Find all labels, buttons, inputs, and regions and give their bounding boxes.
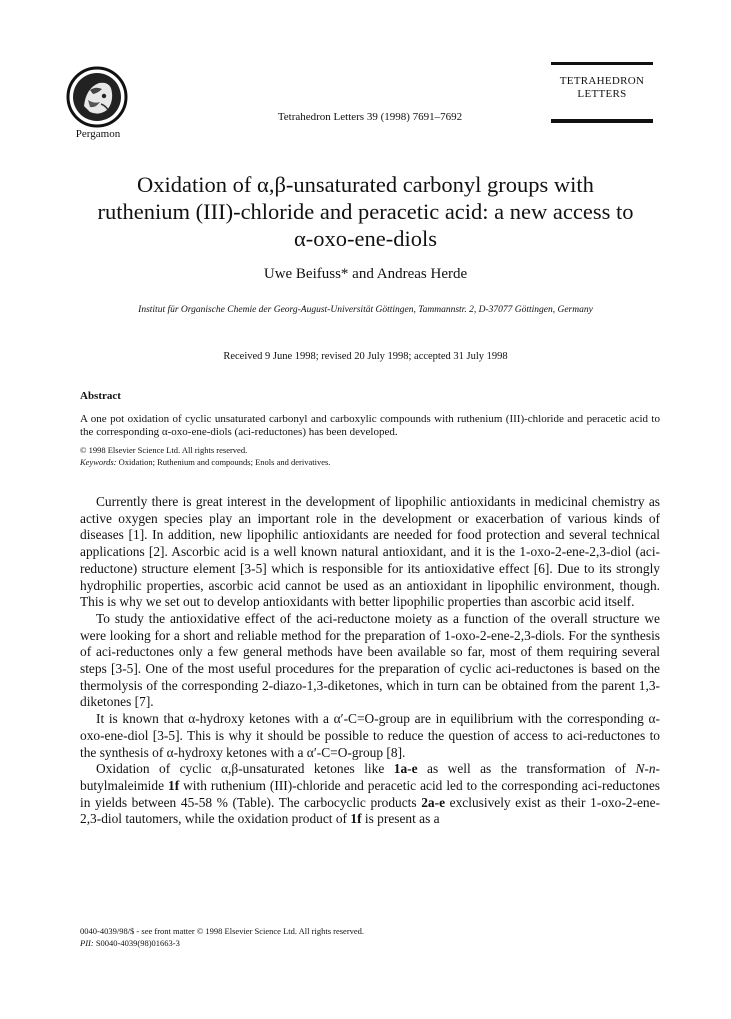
p4-italic-n: N-n <box>635 761 656 777</box>
footer-pii <box>80 937 364 949</box>
journal-title-box <box>551 62 653 123</box>
body-paragraph-3: It is known that α-hydroxy ketones with a α′-C=O-group are in equilibrium with the corresponding α-oxo-ene-diol [3-5]. This is why it should be possible to reduce the question of access to aci-reductones to the synthesis of α-hydroxy ketones with a α′-C=O-group [8]. <box>80 711 660 760</box>
body-paragraph-1: Currently there is great interest in the development of lipophilic antioxidants in medicinal chemistry as active oxygen species play an important role in the development or exacerbation of various kinds of diseases [1]. In addition, new lipophilic antioxidants are needed for food protection and several technical applications [2]. Ascorbic acid is a well known natural antioxidant, and it is the 1-oxo-2-ene-2,3-diol (aci-reductone) structure element [3-5] which is responsible for its antioxidative effect [6]. Due to its strongly hydrophilic properties, ascorbic acid cannot be used as an antioxidant in lipophilic environment, though. This is why we set out to develop antioxidants with better lipophilic properties than ascorbic acid itself. <box>80 494 660 610</box>
title-line-1: Oxidation of α,β-unsaturated carbonyl groups with <box>137 172 594 197</box>
keywords-label: Keywords: <box>80 457 117 467</box>
p4-text-4: with ruthenium (III)-chloride and peracetic acid led to the corresponding aci-reductones in yields between 45-58 % (Table). The carbocyclic products <box>80 777 660 810</box>
rule-bottom-thick <box>551 120 653 123</box>
affiliation: Institut für Organische Chemie der Georg-August-Universität Göttingen, Tammannstr. 2, D-37077 Göttingen, Germany <box>138 305 593 315</box>
body-paragraph-4 <box>80 761 660 828</box>
p4-text-3: -butylmaleimide <box>80 761 660 793</box>
publisher-name: Pergamon <box>75 128 121 140</box>
authors: Uwe Beifuss* and Andreas Herde <box>263 266 468 282</box>
title-line-3: α-oxo-ene-diols <box>294 226 437 251</box>
p4-text-6: is present as a <box>361 811 440 827</box>
p4-text-2: as well as the transformation of <box>417 761 636 777</box>
received-dates: Received 9 June 1998; revised 20 July 1998; accepted 31 July 1998 <box>223 351 508 362</box>
body-paragraph-2: To study the antioxidative effect of the aci-reductone moiety as a function of the overall structure we were looking for a short and reliable method for the preparation of 1-oxo-2-ene-2,3-diols. For the synthesis of aci-reductones only a few general methods have been available so far, most of them requiring several steps [3-5]. One of the most useful procedures for the preparation of cyclic aci-reductones is based on the thermolysis of the corresponding 2-diazo-1,3-diketones, which in turn can be obtained from the parent 1,3-diketones [7]. <box>80 610 660 710</box>
journal-name-line1: TETRAHEDRON <box>559 75 645 87</box>
journal-name-line2: LETTERS <box>577 88 627 100</box>
p4-text-1: Oxidation of cyclic α,β-unsaturated ketones like <box>96 761 394 777</box>
compound-ref-2a-e: 2a-e <box>421 794 446 810</box>
rule-top <box>551 62 653 65</box>
compound-ref-1f: 1f <box>168 777 180 793</box>
pii-value: S0040-4039(98)01663-3 <box>95 938 180 948</box>
publisher-logo <box>66 66 128 128</box>
abstract-text: A one pot oxidation of cyclic unsaturated carbonyl and carboxylic compounds with ruthenium (III)-chloride and peracetic acid to the corresponding α-oxo-ene-diols (aci-reductones) has been developed. <box>80 413 660 438</box>
article-body <box>80 494 660 828</box>
compound-ref-1f-second: 1f <box>350 811 362 827</box>
journal-citation: Tetrahedron Letters 39 (1998) 7691–7692 <box>277 111 463 123</box>
compound-ref-1a-e: 1a-e <box>393 761 418 777</box>
title-line-2: ruthenium (III)-chloride and peracetic acid: a new access to <box>97 199 634 224</box>
page-footer <box>80 925 364 949</box>
abstract-heading: Abstract <box>80 390 121 402</box>
keywords-list: Oxidation; Ruthenium and compounds; Enols and derivatives. <box>118 457 331 467</box>
journal-name <box>551 75 653 101</box>
article-title <box>60 171 671 252</box>
p4-text-5: exclusively exist as their 1-oxo-2-ene-2,3-diol tautomers, while the oxidation product of <box>80 794 660 827</box>
abstract-copyright: © 1998 Elsevier Science Ltd. All rights reserved. <box>80 445 248 455</box>
pergamon-emblem-icon <box>66 66 128 128</box>
keywords-line <box>80 457 330 467</box>
pii-label: PII: <box>80 938 94 948</box>
footer-issn: 0040-4039/98/$ - see front matter © 1998 Elsevier Science Ltd. All rights reserved. <box>80 926 365 936</box>
